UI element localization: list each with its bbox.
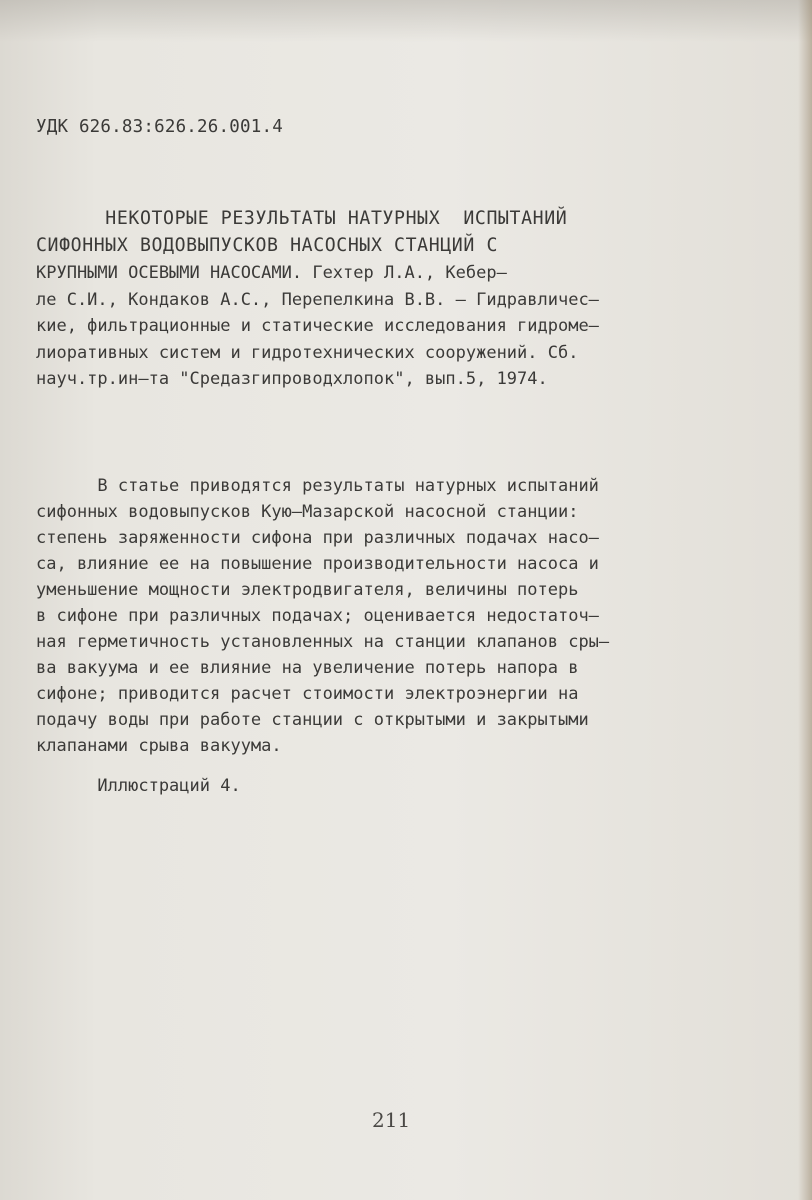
- abstract-line: уменьшение мощности электродвигателя, величины потерь: [36, 580, 579, 600]
- illustrations-count: Иллюстраций 4.: [36, 776, 241, 796]
- reference-line: НЕКОТОРЫЕ РЕЗУЛЬТАТЫ НАТУРНЫХ ИСПЫТАНИЙ: [36, 208, 568, 229]
- abstract-line: В статье приводятся результаты натурных испытаний: [36, 476, 599, 496]
- abstract-line: сифонных водовыпусков Кую–Мазарской насосной станции:: [36, 502, 579, 522]
- udc-code: УДК 626.83:626.26.001.4: [36, 117, 283, 137]
- reference-line: ле С.И., Кондаков А.С., Перепелкина В.В. – Гидравличес–: [36, 290, 599, 310]
- reference-line: науч.тр.ин–та "Средазгипроводхлопок", вып.5, 1974.: [36, 369, 548, 389]
- abstract-line: ная герметичность установленных на станции клапанов сры–: [36, 632, 610, 652]
- abstract-line: клапанами срыва вакуума.: [36, 736, 282, 756]
- reference-line: КРУПНЫМИ ОСЕВЫМИ НАСОСАМИ. Гехтер Л.А., Кебер–: [36, 263, 507, 283]
- abstract-line: сифоне; приводится расчет стоимости электроэнергии на: [36, 684, 579, 704]
- reference-line: лиоративных систем и гидротехнических сооружений. Сб.: [36, 343, 579, 363]
- page-number: 211: [372, 1108, 411, 1132]
- abstract-line: в сифоне при различных подачах; оценивается недостаточ–: [36, 606, 599, 626]
- abstract-line: степень заряженности сифона при различных подачах насо–: [36, 528, 599, 548]
- abstract-line: подачу воды при работе станции с открытыми и закрытыми: [36, 710, 589, 730]
- abstract-line: са, влияние ее на повышение производительности насоса и: [36, 554, 599, 574]
- page-top-shadow: [0, 0, 812, 42]
- reference-line: кие, фильтрационные и статические исследования гидроме–: [36, 316, 599, 336]
- reference-line: СИФОННЫХ ВОДОВЫПУСКОВ НАСОСНЫХ СТАНЦИЙ С: [36, 235, 498, 256]
- abstract-line: ва вакуума и ее влияние на увеличение потерь напора в: [36, 658, 579, 678]
- page-right-edge: [798, 0, 812, 1200]
